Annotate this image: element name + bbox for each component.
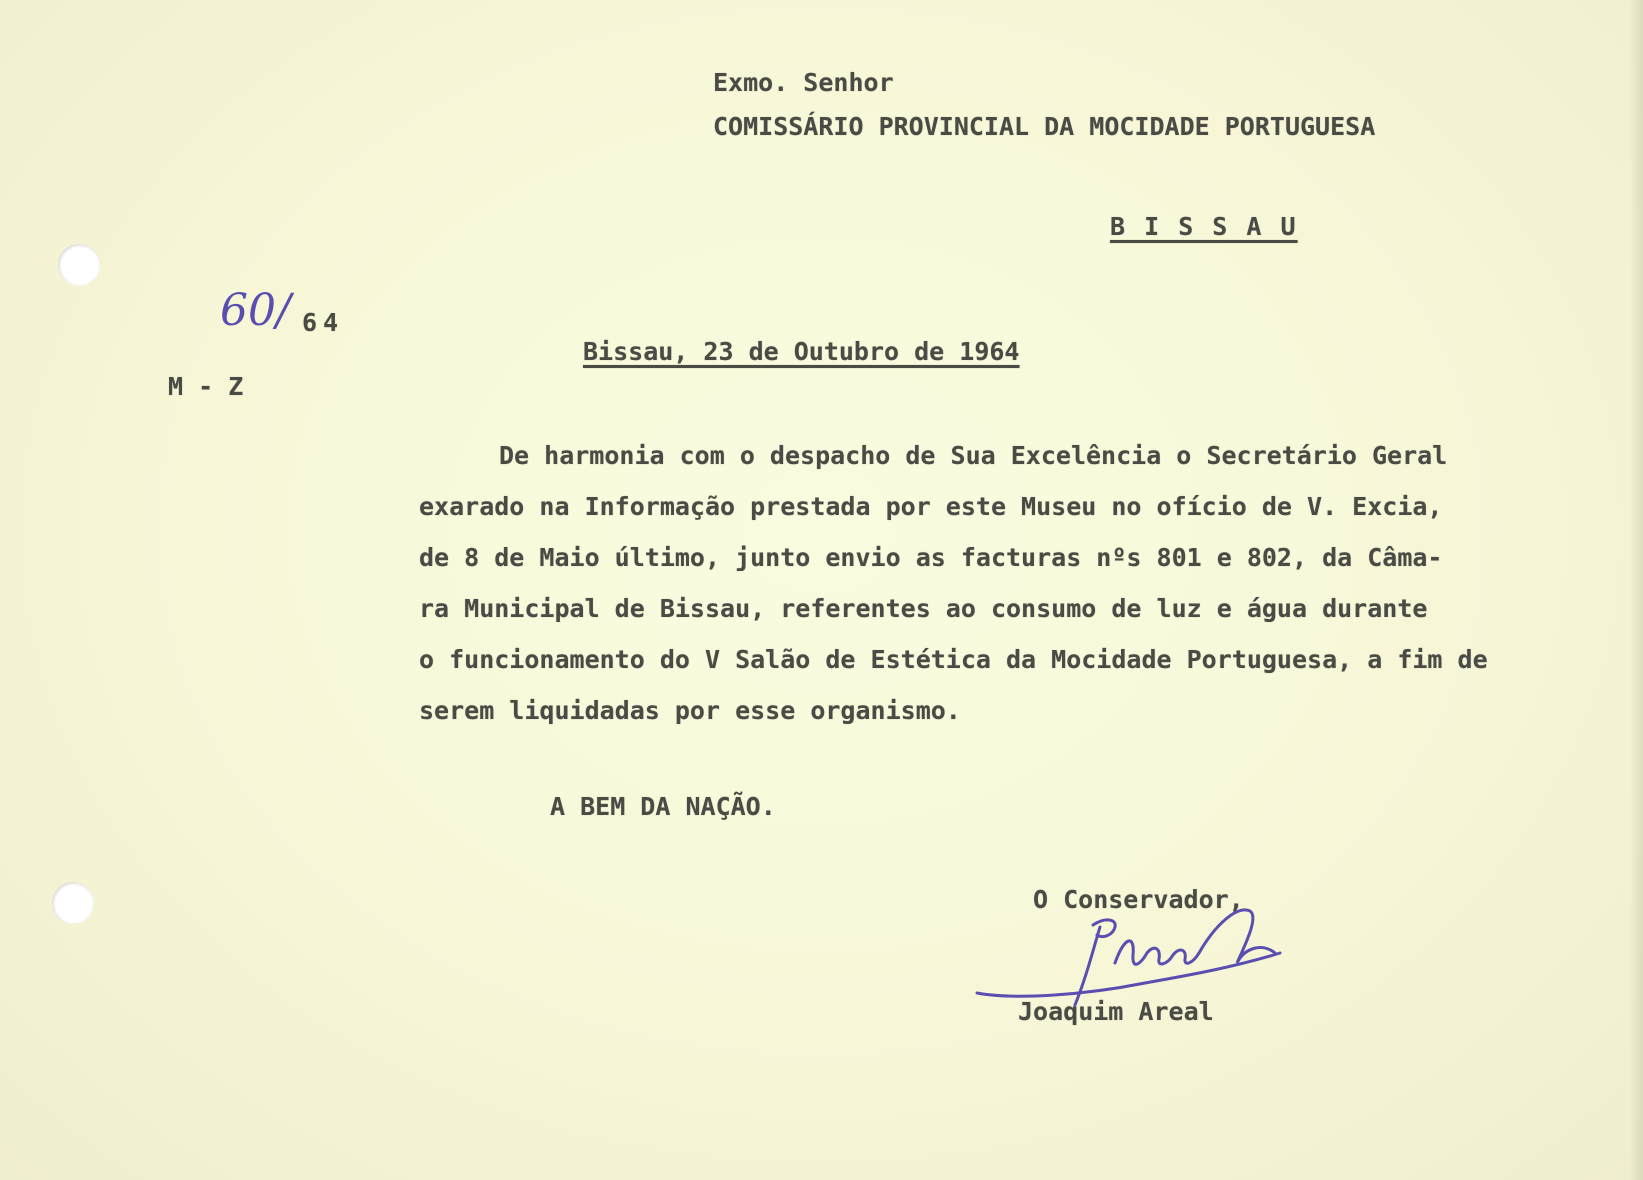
body-line: De harmonia com o despacho de Sua Excelência o Secretário Geral [499, 441, 1448, 470]
addressee-title: COMISSÁRIO PROVINCIAL DA MOCIDADE PORTUGUESA [713, 112, 1376, 141]
body-line: exarado na Informação prestada por este Museu no ofício de V. Excia, [419, 492, 1443, 521]
letter-body [419, 430, 1599, 736]
handwritten-reference-number: 60/ [220, 285, 291, 336]
punch-hole-top [58, 244, 100, 286]
signatory-role: O Conservador, [1033, 885, 1244, 914]
body-line: o funcionamento do V Salão de Estética da Mocidade Portuguesa, a fim de [419, 645, 1488, 674]
handwritten-signature [975, 905, 1300, 1015]
reference-code: M - Z [168, 372, 244, 401]
addressee-city: B I S S A U [1110, 212, 1298, 241]
paper-edge-shadow [1629, 0, 1643, 1180]
closing-formula: A BEM DA NAÇÃO. [550, 792, 776, 821]
addressee-salutation: Exmo. Senhor [713, 68, 894, 97]
body-line: ra Municipal de Bissau, referentes ao consumo de luz e água durante [419, 594, 1428, 623]
date-line: Bissau, 23 de Outubro de 1964 [583, 337, 1020, 366]
punch-hole-bottom [52, 882, 94, 924]
reference-year: 64 [302, 308, 345, 337]
signatory-name: Joaquim Areal [1018, 997, 1214, 1026]
body-line: serem liquidadas por esse organismo. [419, 696, 961, 725]
body-line: de 8 de Maio último, junto envio as facturas nºs 801 e 802, da Câma- [419, 543, 1443, 572]
